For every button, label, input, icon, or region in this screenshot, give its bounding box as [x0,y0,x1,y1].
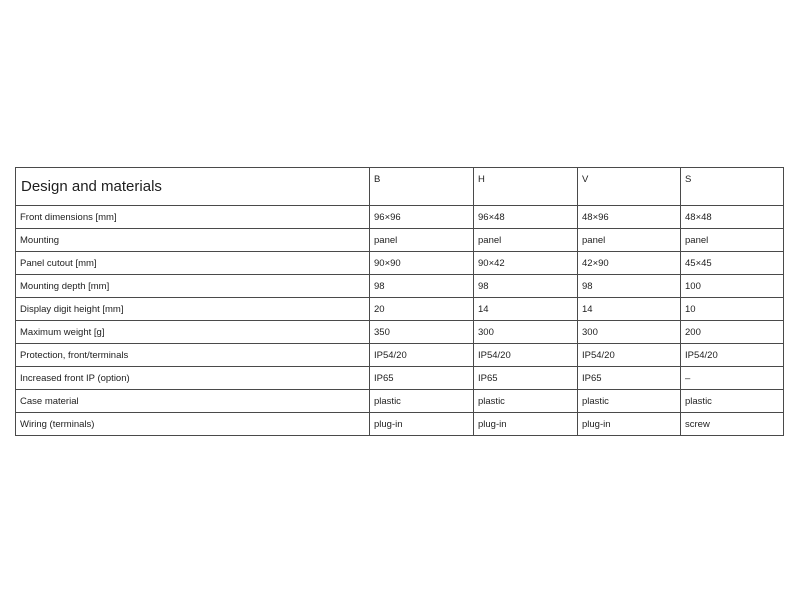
cell-value: 200 [681,321,784,344]
row-label: Front dimensions [mm] [16,206,370,229]
cell-value: panel [578,229,681,252]
table-row [16,367,784,390]
cell-value: IP65 [370,367,474,390]
row-label: Wiring (terminals) [16,413,370,436]
table-row [16,344,784,367]
cell-value: panel [681,229,784,252]
cell-value: plastic [578,390,681,413]
table-row [16,298,784,321]
table-row [16,252,784,275]
cell-value: IP54/20 [370,344,474,367]
cell-value: 96×48 [474,206,578,229]
cell-value: plastic [681,390,784,413]
cell-value: 98 [370,275,474,298]
row-label: Maximum weight [g] [16,321,370,344]
cell-value: IP65 [474,367,578,390]
table-row [16,229,784,252]
cell-value: 350 [370,321,474,344]
cell-value: 48×48 [681,206,784,229]
table-row [16,390,784,413]
cell-value: plastic [370,390,474,413]
column-header-h: H [474,168,578,206]
row-label: Increased front IP (option) [16,367,370,390]
cell-value: 90×90 [370,252,474,275]
table-title: Design and materials [16,168,370,206]
cell-value: IP54/20 [578,344,681,367]
design-materials-table [15,167,784,436]
table-row [16,321,784,344]
cell-value: – [681,367,784,390]
cell-value: IP54/20 [681,344,784,367]
cell-value: 14 [578,298,681,321]
table-header-row [16,168,784,206]
cell-value: plastic [474,390,578,413]
row-label: Mounting depth [mm] [16,275,370,298]
cell-value: 96×96 [370,206,474,229]
cell-value: 300 [578,321,681,344]
row-label: Display digit height [mm] [16,298,370,321]
cell-value: 48×96 [578,206,681,229]
cell-value: IP54/20 [474,344,578,367]
column-header-s: S [681,168,784,206]
cell-value: 45×45 [681,252,784,275]
cell-value: IP65 [578,367,681,390]
row-label: Panel cutout [mm] [16,252,370,275]
column-header-v: V [578,168,681,206]
cell-value: panel [474,229,578,252]
cell-value: 90×42 [474,252,578,275]
cell-value: 20 [370,298,474,321]
cell-value: plug-in [370,413,474,436]
cell-value: plug-in [474,413,578,436]
cell-value: 300 [474,321,578,344]
row-label: Mounting [16,229,370,252]
cell-value: panel [370,229,474,252]
cell-value: 98 [578,275,681,298]
table-row [16,413,784,436]
table-row [16,275,784,298]
cell-value: screw [681,413,784,436]
cell-value: 100 [681,275,784,298]
row-label: Case material [16,390,370,413]
cell-value: 42×90 [578,252,681,275]
cell-value: 10 [681,298,784,321]
cell-value: 98 [474,275,578,298]
row-label: Protection, front/terminals [16,344,370,367]
cell-value: plug-in [578,413,681,436]
table-row [16,206,784,229]
column-header-b: B [370,168,474,206]
cell-value: 14 [474,298,578,321]
